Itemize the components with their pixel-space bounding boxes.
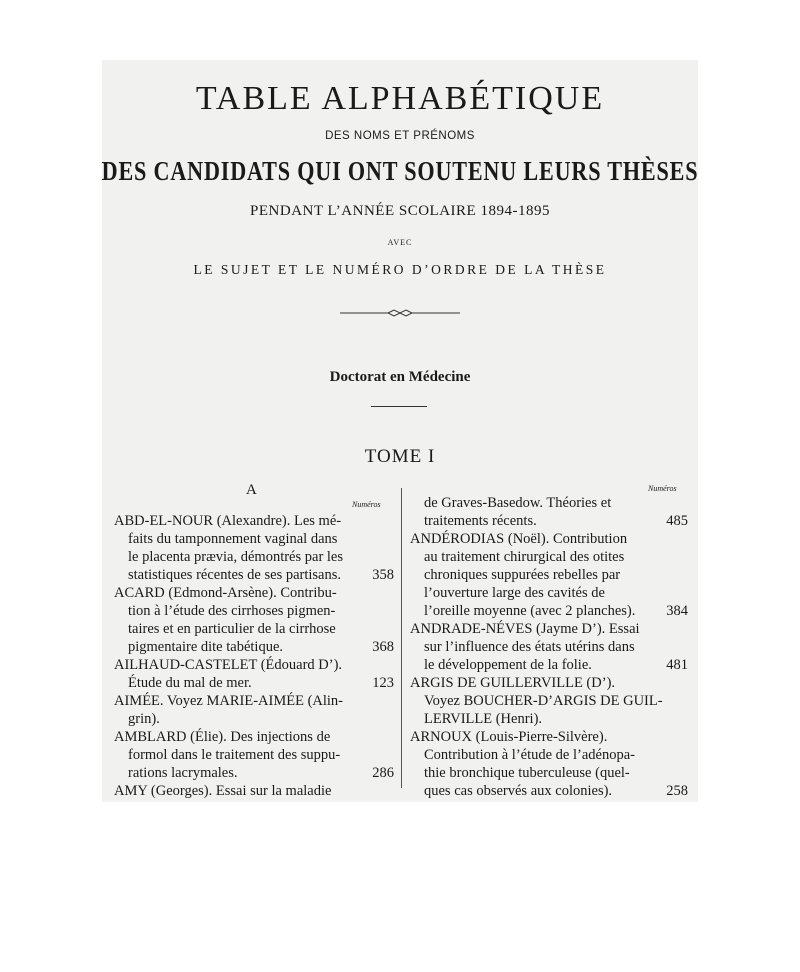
- index-line: [114, 764, 394, 782]
- thesis-number: 485: [666, 513, 688, 529]
- subtitle-subject: LE SUJET ET LE NUMÉRO D’ORDRE DE LA THÈSE: [193, 262, 607, 277]
- main-heading: DES CANDIDATS QUI ONT SOUTENU LEURS THÈSES: [101, 156, 699, 186]
- index-line-text: faits du tamponnement vaginal dans: [128, 531, 338, 547]
- index-line: [410, 494, 688, 512]
- index-line-text: chroniques suppurées rebelles par: [424, 567, 621, 583]
- index-line: [114, 674, 394, 692]
- index-line-text: ques cas observés aux colonies).: [424, 783, 613, 799]
- index-line-text: LERVILLE (Henri).: [424, 711, 543, 727]
- index-line: [114, 566, 394, 584]
- index-line: [114, 710, 394, 728]
- index-line-text: rations lacrymales.: [128, 765, 238, 781]
- index-line-text: de Graves-Basedow. Théories et: [424, 495, 612, 511]
- index-line: [410, 584, 688, 602]
- subtitle-avec: AVEC: [387, 238, 413, 247]
- index-line: [410, 674, 688, 692]
- thesis-number: 368: [372, 639, 394, 655]
- right-column: [410, 494, 688, 800]
- subtitle-names: DES NOMS ET PRÉNOMS: [325, 130, 475, 142]
- index-line: [410, 782, 688, 800]
- letter-heading: A: [246, 482, 257, 498]
- index-line: [410, 620, 688, 638]
- index-line: [410, 692, 688, 710]
- index-line-text: AMY (Georges). Essai sur la maladie: [114, 783, 332, 799]
- index-line: [114, 530, 394, 548]
- index-line-text: pigmentaire dite tabétique.: [128, 639, 284, 655]
- index-line: [114, 512, 394, 530]
- index-line: [410, 728, 688, 746]
- ornament-divider: [340, 305, 460, 321]
- index-line-text: grin).: [128, 711, 160, 727]
- thesis-number: 358: [372, 567, 394, 583]
- index-line-text: statistiques récentes de ses partisans.: [128, 567, 342, 583]
- left-column: [114, 512, 394, 800]
- index-line-text: AIMÉE. Voyez MARIE-AIMÉE (Alin-: [114, 693, 344, 709]
- index-line: [114, 584, 394, 602]
- index-line: [410, 530, 688, 548]
- index-line-text: ABD-EL-NOUR (Alexandre). Les mé-: [114, 513, 342, 529]
- section-rule: [371, 406, 427, 407]
- index-line-text: le développement de la folie.: [424, 657, 592, 673]
- index-line-text: ANDÉRODIAS (Noël). Contribution: [410, 531, 628, 547]
- index-line: [410, 602, 688, 620]
- index-line: [114, 620, 394, 638]
- index-line: [114, 656, 394, 674]
- index-line-text: thie bronchique tuberculeuse (quel-: [424, 765, 630, 781]
- index-line-text: ACARD (Edmond-Arsène). Contribu-: [114, 585, 337, 601]
- index-line: [114, 782, 394, 800]
- index-line: [114, 728, 394, 746]
- index-line: [410, 746, 688, 764]
- index-line-text: Contribution à l’étude de l’adénopa-: [424, 747, 635, 763]
- numeros-label-right: Numéros: [648, 484, 677, 493]
- index-line-text: ARNOUX (Louis-Pierre-Silvère).: [410, 729, 608, 745]
- thesis-number: 258: [666, 783, 688, 799]
- index-line: [410, 764, 688, 782]
- index-line-text: l’ouverture large des cavités de: [424, 585, 605, 601]
- index-line-text: l’oreille moyenne (avec 2 planches).: [424, 603, 636, 619]
- index-line-text: sur l’influence des états utérins dans: [424, 639, 635, 655]
- index-line-text: tion à l’étude des cirrhoses pigmen-: [128, 603, 336, 619]
- index-line: [410, 656, 688, 674]
- index-line: [410, 512, 688, 530]
- tome-heading: TOME I: [364, 446, 436, 467]
- index-line-text: Étude du mal de mer.: [128, 675, 252, 691]
- index-line-text: ARGIS DE GUILLERVILLE (D’).: [410, 675, 616, 691]
- numeros-label-left: Numéros: [352, 500, 381, 509]
- index-line-text: au traitement chirurgical des otites: [424, 549, 625, 565]
- index-line-text: taires et en particulier de la cirrhose: [128, 621, 336, 637]
- subtitle-year: PENDANT L’ANNÉE SCOLAIRE 1894-1895: [250, 203, 550, 219]
- thesis-number: 123: [372, 675, 394, 691]
- index-line: [410, 566, 688, 584]
- index-line: [114, 602, 394, 620]
- index-line-text: traitements récents.: [424, 513, 537, 529]
- index-line-text: ANDRADE-NÉVES (Jayme D’). Essai: [410, 621, 640, 637]
- index-line: [114, 548, 394, 566]
- index-line: [410, 548, 688, 566]
- thesis-number: 384: [666, 603, 688, 619]
- index-line: [410, 710, 688, 728]
- section-title: Doctorat en Médecine: [329, 369, 471, 385]
- index-line-text: AILHAUD-CASTELET (Édouard D’).: [114, 657, 343, 673]
- index-line-text: Voyez BOUCHER-D’ARGIS DE GUIL-: [424, 693, 663, 709]
- index-line: [410, 638, 688, 656]
- thesis-number: 286: [372, 765, 394, 781]
- index-line-text: formol dans le traitement des suppu-: [128, 747, 341, 763]
- column-divider: [401, 488, 402, 788]
- thesis-number: 481: [666, 657, 688, 673]
- page-title: TABLE ALPHABÉTIQUE: [195, 80, 605, 117]
- index-line: [114, 692, 394, 710]
- index-line-text: AMBLARD (Élie). Des injections de: [114, 729, 331, 745]
- index-line-text: le placenta prævia, démontrés par les: [128, 549, 344, 565]
- index-line: [114, 746, 394, 764]
- index-line: [114, 638, 394, 656]
